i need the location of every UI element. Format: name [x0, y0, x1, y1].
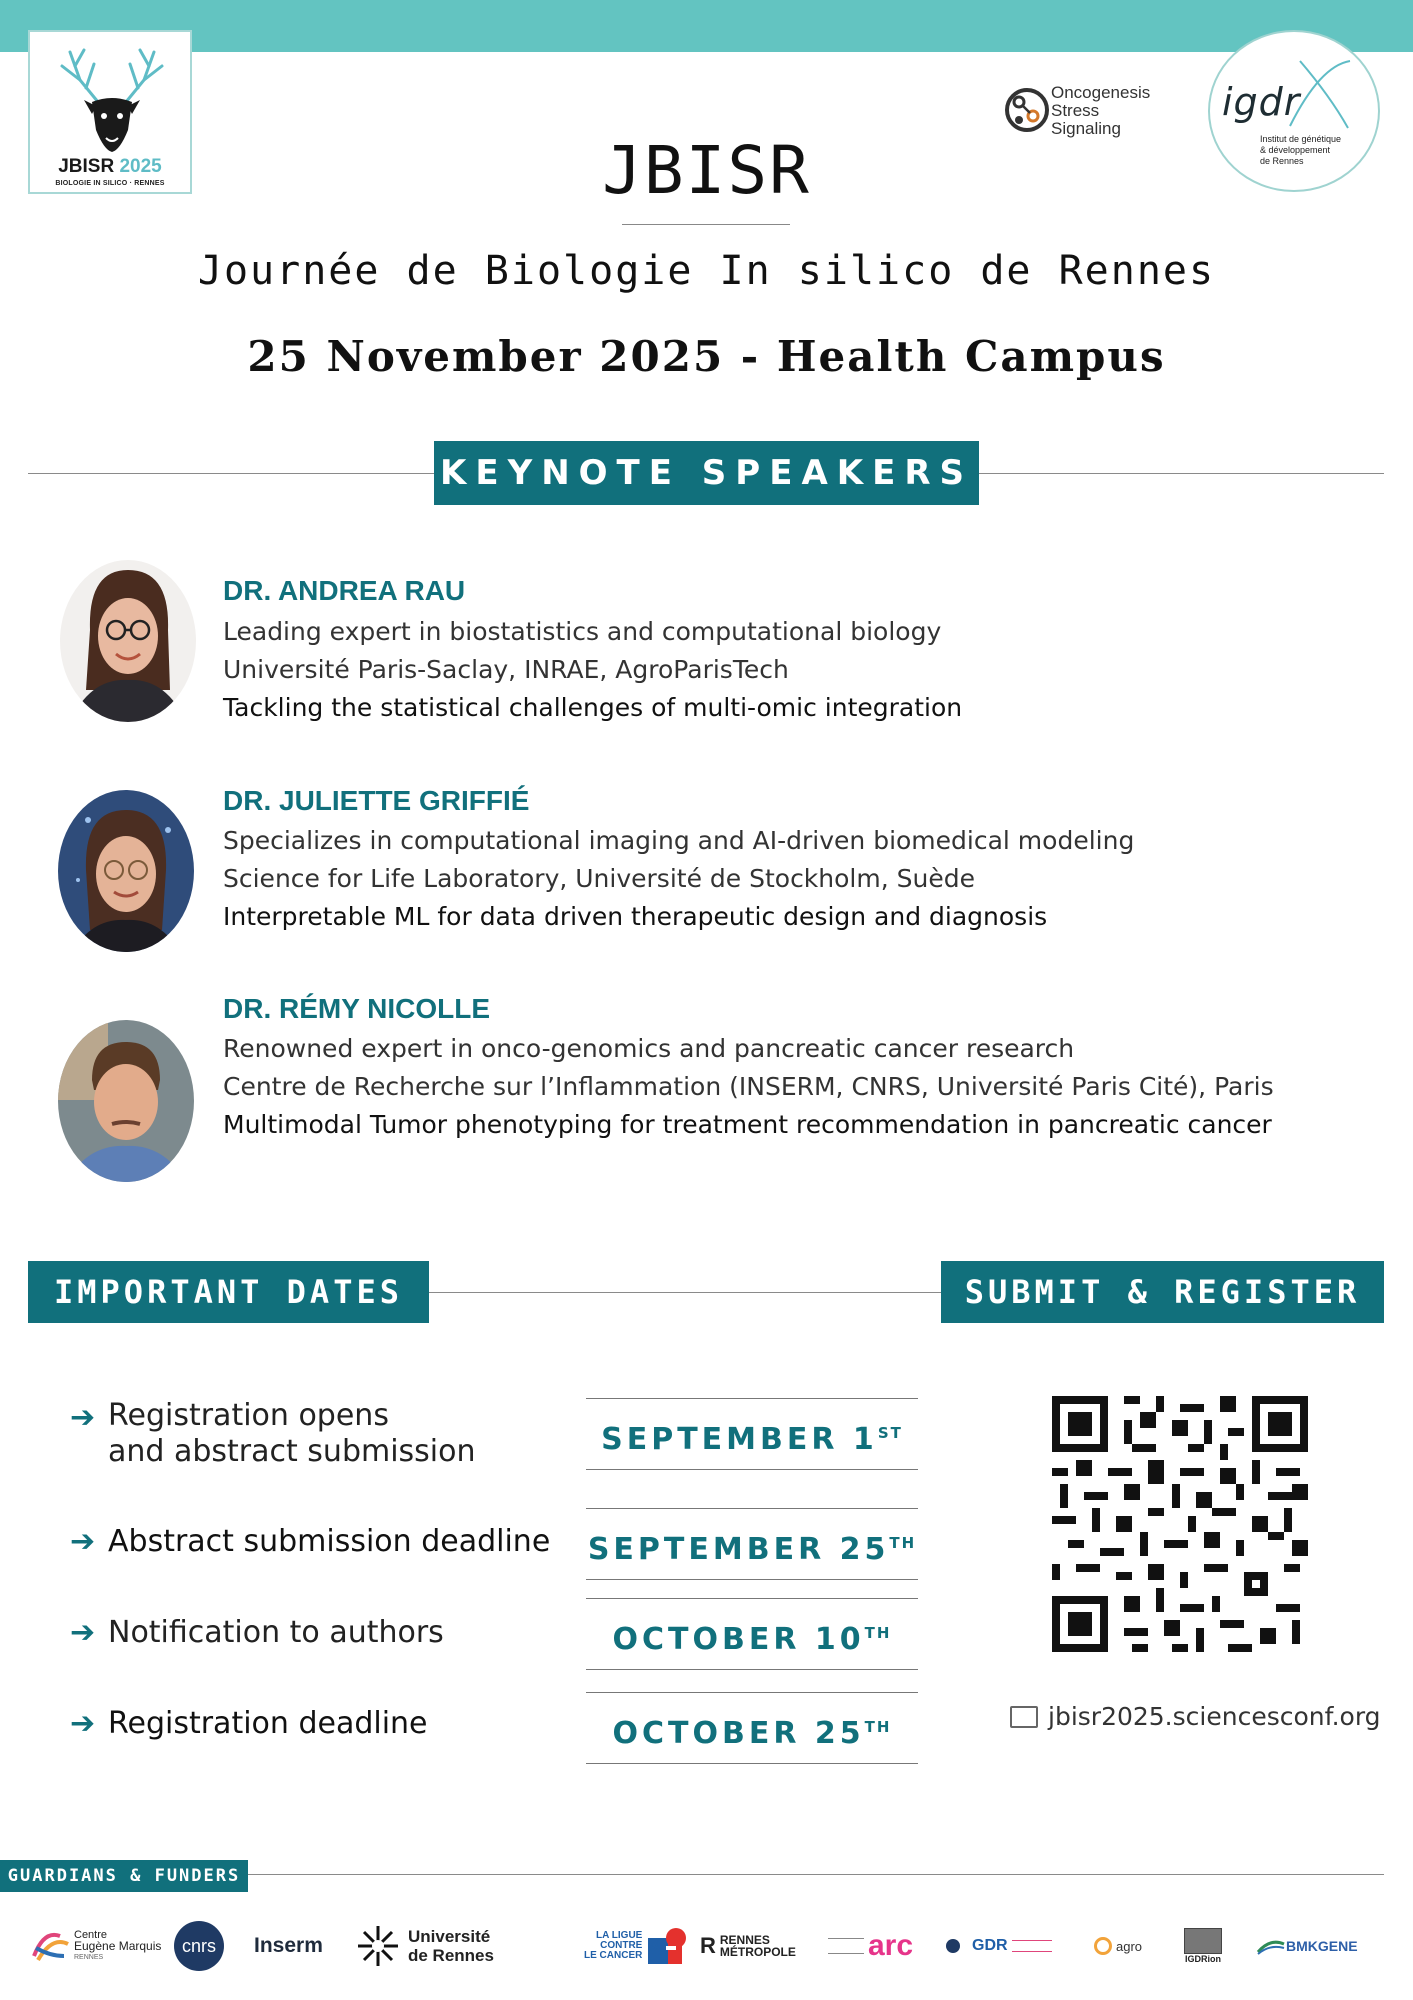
igdr-name: igdr	[1222, 80, 1301, 124]
speaker-role: Specializes in computational imaging and AI-driven biomedical modeling	[223, 826, 1135, 855]
date-value-text: OCTOBER 10	[612, 1622, 865, 1657]
date-label: Registration deadline	[108, 1706, 428, 1741]
date-value	[586, 1692, 918, 1764]
date-value	[586, 1398, 918, 1470]
event-logo-year: 2025	[119, 156, 162, 177]
page-subtitle: Journée de Biologie In silico de Rennes	[197, 248, 1216, 294]
rennes-r-icon: R	[700, 1933, 716, 1958]
oss-line-2: Stress	[1051, 101, 1100, 120]
title-divider	[622, 224, 790, 225]
speaker-photo-nicolle	[58, 1020, 194, 1182]
date-value-text: OCTOBER 25	[612, 1716, 865, 1751]
speaker-photo-griffie	[58, 790, 194, 952]
funder-igdrion-text: IGDRion	[1185, 1954, 1221, 1964]
funder-ligue-contre-cancer	[584, 1918, 690, 1974]
funder-cnrs-text: cnrs	[174, 1921, 224, 1971]
small-cnrs-dot-icon	[946, 1939, 960, 1953]
date-value	[586, 1598, 918, 1670]
date-label: Notification to authors	[108, 1615, 444, 1650]
funder-agro-text: agro	[1116, 1938, 1143, 1954]
conference-url-text[interactable]: jbisr2025.sciencesconf.org	[1048, 1702, 1381, 1731]
funder-inserm: Inserm	[254, 1934, 323, 1957]
important-dates-heading: IMPORTANT DATES	[28, 1261, 429, 1323]
funder-ligue-line-3: LE CANCER	[584, 1950, 643, 1961]
igdr-sub-2: & développement	[1260, 145, 1331, 155]
speaker-role: Leading expert in biostatistics and computational biology	[223, 617, 942, 646]
arrow-right-icon: ➔	[70, 1615, 96, 1650]
speaker-name: DR. ANDREA RAU	[223, 575, 466, 606]
date-label-line-2: and abstract submission	[108, 1434, 476, 1469]
conference-url[interactable]	[1010, 1702, 1381, 1731]
date-label-line-1: Registration opens	[108, 1398, 389, 1433]
gdr-detail-mark	[1012, 1940, 1052, 1952]
oss-line-3: Signaling	[1051, 119, 1121, 138]
qr-code[interactable]	[1052, 1396, 1308, 1652]
funder-cem-line-1: Centre	[74, 1928, 108, 1941]
arrow-right-icon: ➔	[70, 1706, 96, 1741]
speaker-name: DR. RÉMY NICOLLE	[223, 993, 491, 1024]
guardians-heading: GUARDIANS & FUNDERS	[0, 1860, 248, 1892]
funder-universite-rennes	[356, 1918, 494, 1974]
oss-logo-text	[1051, 84, 1150, 138]
arrow-right-icon: ➔	[70, 1524, 96, 1559]
funder-centre-eugene-marquis	[30, 1918, 161, 1974]
date-suffix: ST	[877, 1424, 903, 1442]
funder-bmkgene	[1256, 1918, 1358, 1974]
speaker-talk: Multimodal Tumor phenotyping for treatment recommendation in pancreatic cancer	[223, 1110, 1272, 1139]
funder-ligue-line-1: LA LIGUE	[596, 1930, 643, 1941]
funder-rm-line-1: RENNES	[719, 1933, 770, 1947]
footer-divider	[248, 1874, 1384, 1875]
keynote-heading: KEYNOTE SPEAKERS	[434, 441, 979, 505]
funder-bmkgene-text: BMKGENE	[1286, 1938, 1358, 1954]
speaker-affiliation: Science for Life Laboratory, Université de Stockholm, Suède	[223, 864, 975, 893]
event-logo-text: JBISR	[58, 156, 115, 177]
ribbon-icon	[30, 1926, 72, 1966]
arrow-right-icon: ➔	[70, 1400, 96, 1435]
speaker-photo-rau	[60, 560, 196, 722]
funder-gdr	[946, 1918, 1052, 1974]
funder-ur-line-2: de Rennes	[408, 1946, 494, 1965]
speaker-role: Renowned expert in onco-genomics and pancreatic cancer research	[223, 1034, 1075, 1063]
oss-line-1: Oncogenesis	[1051, 83, 1151, 102]
date-value-text: SEPTEMBER 25	[587, 1532, 890, 1567]
arc-foundation-mark	[828, 1938, 864, 1954]
date-value	[586, 1508, 918, 1580]
date-suffix: TH	[864, 1718, 892, 1736]
agro-circle-icon	[1094, 1937, 1112, 1955]
top-accent-bar	[0, 0, 1413, 52]
date-value-text: SEPTEMBER 1	[601, 1422, 878, 1457]
funder-arc	[828, 1918, 913, 1974]
funder-cem-line-3: RENNES	[74, 1953, 104, 1961]
speaker-affiliation: Centre de Recherche sur l’Inflammation (INSERM, CNRS, Université Paris Cité), Paris	[223, 1072, 1274, 1101]
funder-rm-line-2: MÉTROPOLE	[719, 1945, 796, 1959]
submit-register-heading: SUBMIT & REGISTER	[941, 1261, 1384, 1323]
funder-gdr-text: GDR	[972, 1937, 1008, 1954]
ligue-flag-icon	[646, 1924, 690, 1968]
funder-ligue-line-2: CONTRE	[600, 1940, 643, 1951]
funder-cem-line-2: Eugène Marquis	[74, 1938, 162, 1953]
funder-ur-line-1: Université	[408, 1927, 491, 1946]
sequencer-icon	[1184, 1928, 1222, 1954]
date-suffix: TH	[864, 1624, 892, 1642]
dates-divider	[429, 1292, 941, 1293]
event-dateline: 25 November 2025 - Health Campus	[247, 332, 1166, 381]
speaker-name: DR. JULIETTE GRIFFIÉ	[223, 785, 530, 816]
date-label	[108, 1398, 476, 1470]
igdr-sub-3: de Rennes	[1260, 156, 1304, 166]
swoosh-icon	[1256, 1936, 1286, 1956]
event-logo-subtitle: BIOLOGIE IN SILICO · RENNES	[55, 180, 165, 187]
funder-igdrion	[1184, 1918, 1222, 1974]
funder-agro	[1094, 1918, 1142, 1974]
funder-arc-text: arc	[868, 1929, 914, 1962]
computer-icon	[1010, 1706, 1038, 1728]
date-suffix: TH	[889, 1534, 917, 1552]
funder-cnrs	[174, 1918, 224, 1974]
date-label: Abstract submission deadline	[108, 1524, 551, 1559]
igdr-sub-1: Institut de génétique	[1260, 134, 1342, 144]
funder-rennes-metropole	[700, 1918, 796, 1974]
page-title: JBISR	[602, 132, 811, 209]
star-burst-icon	[356, 1924, 400, 1968]
speaker-talk: Interpretable ML for data driven therapeutic design and diagnosis	[223, 902, 1048, 931]
speaker-affiliation: Université Paris-Saclay, INRAE, AgroParisTech	[223, 655, 789, 684]
speaker-talk: Tackling the statistical challenges of multi-omic integration	[223, 693, 963, 722]
